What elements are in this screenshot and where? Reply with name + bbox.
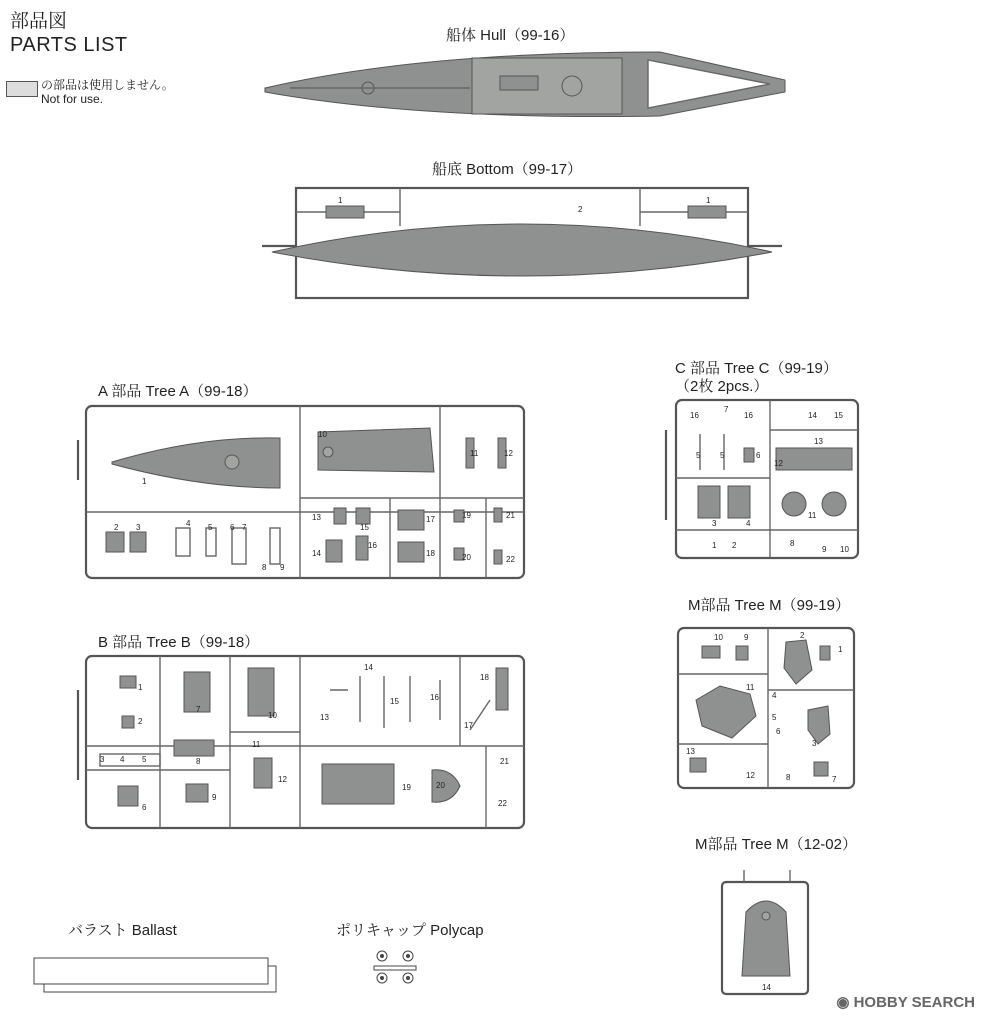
polycap-label: ポリキャップ Polycap <box>336 922 484 939</box>
tree-b-num-8: 8 <box>196 757 201 766</box>
tree-c-num-3: 3 <box>712 519 717 528</box>
tree-c-num-13: 13 <box>814 437 823 446</box>
tree-b-num-5: 5 <box>142 755 147 764</box>
tree-m1-num-11: 11 <box>746 683 755 692</box>
tree-c-num-16a: 16 <box>690 411 699 420</box>
legend-text-jp: の部品は使用しません。 <box>41 78 174 92</box>
tree-a-num-10: 10 <box>318 430 327 439</box>
tree-b-num-21: 21 <box>500 757 509 766</box>
tree-a-num-18: 18 <box>426 549 435 558</box>
tree-a-num-12: 12 <box>504 449 513 458</box>
tree-a-num-1: 1 <box>142 477 147 486</box>
tree-b-num-22: 22 <box>498 799 507 808</box>
tree-b-num-15: 15 <box>390 697 399 706</box>
bottom-num-1b: 1 <box>706 196 711 205</box>
tree-b-num-12: 12 <box>278 775 287 784</box>
tree-c-num-7: 7 <box>724 405 729 414</box>
tree-m1-label: M部品 Tree M（99-19） <box>688 597 850 614</box>
hull-label: 船体 Hull（99-16） <box>446 27 575 44</box>
tree-a-num-11: 11 <box>470 449 479 458</box>
tree-m1-num-4: 4 <box>772 691 777 700</box>
hobbysearch-watermark: ◉ HOBBY SEARCH <box>836 994 975 1011</box>
tree-b-num-11: 11 <box>252 740 261 749</box>
tree-b-num-14: 14 <box>364 663 373 672</box>
tree-m1-num-1: 1 <box>838 645 843 654</box>
bottom-num-1a: 1 <box>338 196 343 205</box>
tree-c-num-12: 12 <box>774 459 783 468</box>
tree-c-label: C 部品 Tree C（99-19） <box>675 360 838 377</box>
tree-m1-num-7: 7 <box>832 775 837 784</box>
tree-a-num-9: 9 <box>280 563 285 572</box>
tree-m1-num-12: 12 <box>746 771 755 780</box>
tree-b-num-20: 20 <box>436 781 445 790</box>
tree-c-num-14: 14 <box>808 411 817 420</box>
page-title-jp: 部品図 <box>10 10 68 32</box>
tree-b-num-18: 18 <box>480 673 489 682</box>
tree-c-qty: （2枚 2pcs.） <box>675 378 769 395</box>
hull-part <box>265 52 785 117</box>
tree-b-num-4: 4 <box>120 755 125 764</box>
tree-a-num-15: 15 <box>360 523 369 532</box>
legend-text-en: Not for use. <box>41 92 104 106</box>
tree-m2-label: M部品 Tree M（12-02） <box>695 836 857 853</box>
tree-c-num-9: 9 <box>822 545 827 554</box>
tree-b-num-9: 9 <box>212 793 217 802</box>
tree-c-num-8: 8 <box>790 539 795 548</box>
tree-m1-num-13: 13 <box>686 747 695 756</box>
tree-b-label: B 部品 Tree B（99-18） <box>98 634 260 651</box>
hobbysearch-logo-icon: ◉ <box>836 994 850 1011</box>
tree-b-num-2: 2 <box>138 717 143 726</box>
tree-b-num-10: 10 <box>268 711 277 720</box>
tree-a-label: A 部品 Tree A（99-18） <box>98 383 258 400</box>
tree-a-num-4: 4 <box>186 519 191 528</box>
bottom-num-2: 2 <box>578 205 583 214</box>
tree-c-num-4: 4 <box>746 519 751 528</box>
tree-a-num-2: 2 <box>114 523 119 532</box>
tree-a-num-7: 7 <box>242 523 247 532</box>
tree-m1-num-3: 3 <box>812 739 817 748</box>
tree-b-num-6: 6 <box>142 803 147 812</box>
tree-a-num-22: 22 <box>506 555 515 564</box>
tree-a-num-21: 21 <box>506 511 515 520</box>
tree-m1-num-9: 9 <box>744 633 749 642</box>
tree-c-num-2: 2 <box>732 541 737 550</box>
tree-a-num-16: 16 <box>368 541 377 550</box>
tree-b-num-19: 19 <box>402 783 411 792</box>
tree-c <box>666 400 858 558</box>
tree-c-num-11: 11 <box>808 511 817 520</box>
tree-a-num-5: 5 <box>208 523 213 532</box>
tree-c-num-1: 1 <box>712 541 717 550</box>
tree-c-num-15: 15 <box>834 411 843 420</box>
tree-c-num-16b: 16 <box>744 411 753 420</box>
tree-a-num-20: 20 <box>462 553 471 562</box>
ballast-label: バラスト Ballast <box>68 922 177 939</box>
tree-c-num-6: 6 <box>756 451 761 460</box>
tree-m2-num-14: 14 <box>762 983 771 992</box>
bottom-label: 船底 Bottom（99-17） <box>432 161 583 178</box>
tree-m1-num-2: 2 <box>800 631 805 640</box>
polycap-parts <box>374 951 416 983</box>
tree-a-num-3: 3 <box>136 523 141 532</box>
tree-a-num-17: 17 <box>426 515 435 524</box>
tree-b-num-7: 7 <box>196 705 201 714</box>
tree-b-num-1: 1 <box>138 683 143 692</box>
tree-m1-num-8: 8 <box>786 773 791 782</box>
tree-m1 <box>678 628 854 788</box>
tree-m2 <box>722 870 808 994</box>
tree-b-num-17: 17 <box>464 721 473 730</box>
tree-c-num-5b: 5 <box>720 451 725 460</box>
tree-a-num-14: 14 <box>312 549 321 558</box>
page-title-en: PARTS LIST <box>10 34 128 56</box>
ballast-plates <box>34 958 276 992</box>
tree-a-num-6: 6 <box>230 523 235 532</box>
tree-c-num-10: 10 <box>840 545 849 554</box>
tree-a-num-13: 13 <box>312 513 321 522</box>
tree-c-num-5a: 5 <box>696 451 701 460</box>
tree-m1-num-5: 5 <box>772 713 777 722</box>
tree-m1-num-10: 10 <box>714 633 723 642</box>
tree-b-num-3: 3 <box>100 755 105 764</box>
tree-b-num-13: 13 <box>320 713 329 722</box>
tree-b-num-16: 16 <box>430 693 439 702</box>
tree-a-num-19: 19 <box>462 511 471 520</box>
tree-a-num-8: 8 <box>262 563 267 572</box>
tree-a <box>78 406 524 578</box>
tree-m1-num-6: 6 <box>776 727 781 736</box>
